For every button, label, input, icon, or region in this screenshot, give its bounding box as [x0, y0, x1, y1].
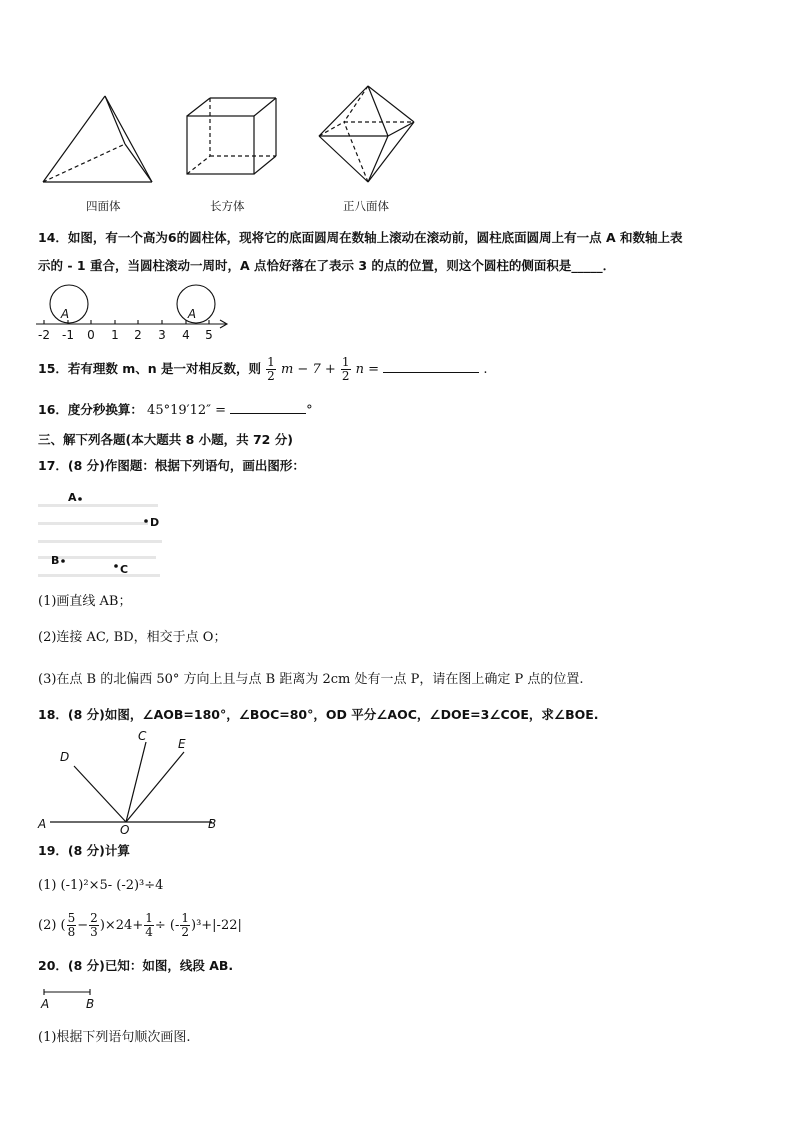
number-line-figure: [34, 284, 234, 344]
point-d-label: D: [150, 516, 160, 529]
q19-title: 19．(8 分)计算: [38, 843, 130, 858]
q17-item2: (2)连接 AC, BD，相交于点 O；: [38, 630, 227, 645]
label-d: D: [60, 750, 70, 764]
label-b: B: [208, 817, 217, 831]
octahedron-figure: [316, 84, 418, 184]
q20-item1: (1)根据下列语句顺次画图.: [38, 1030, 191, 1045]
q14-line1: 14．如图，有一个高为6的圆柱体，现将它的底面圆周在数轴上滚动在滚动前，圆柱底面圆周上有一点 A 和数轴上表: [38, 230, 683, 245]
label-b: B: [86, 997, 95, 1011]
label-e: E: [178, 737, 186, 751]
q15-prefix: 15．若有理数 m、n 是一对相反数，则: [38, 361, 262, 376]
tick-label: 5: [205, 328, 213, 342]
label-o: O: [120, 823, 130, 837]
cuboid-figure: [186, 96, 278, 178]
q20-title: 20．(8 分)已知：如图，线段 AB.: [38, 958, 234, 973]
q15-answer-blank[interactable]: [383, 358, 479, 373]
section-3-heading: 三、解下列各题(本大题共 8 小题，共 72 分): [38, 432, 293, 447]
fraction-2-3: $\frac{2}{3}$: [90, 911, 98, 939]
q15-mid1: m − 7 +: [280, 362, 336, 377]
q15-fraction-2: $\frac{1}{2}$: [341, 355, 350, 383]
q16-answer-blank[interactable]: [230, 399, 306, 414]
tick-label: 3: [158, 328, 166, 342]
tick-label: 1: [111, 328, 119, 342]
q17-item3: (3)在点 B 的北偏西 50° 方向上且与点 B 距离为 2cm 处有一点 P，请在图上确定 P 点的位置.: [38, 672, 584, 687]
q17-item1: (1)画直线 AB；: [38, 594, 132, 609]
point-a-left: A: [60, 307, 70, 321]
q19-item1: (1) (-1)²×5- (-2)³÷4: [38, 878, 164, 893]
q15-fraction-1: $\frac{1}{2}$: [267, 355, 275, 383]
point-a-label: A: [68, 491, 77, 504]
q19-item2: (2) ( $\frac{5}{8}$ − $\frac{2}{3}$ )×24+ $\frac{1}{4}$ ÷ (- $\frac{1}{2}$ )³+|-22|: [38, 911, 242, 939]
q18-angle-figure: [36, 728, 226, 836]
tick-label: -1: [62, 328, 74, 342]
tick-label: 2: [134, 328, 142, 342]
q15-row: [38, 356, 487, 382]
point-c-label: C: [120, 563, 129, 576]
fraction-5-8: $\frac{5}{8}$: [67, 911, 76, 939]
q16-unit: °: [306, 403, 313, 418]
fraction-1-4: $\frac{1}{4}$: [145, 911, 153, 939]
q16-prefix: 16．度分秒换算：: [38, 402, 143, 417]
label-a: A: [41, 997, 50, 1011]
q17-title: 17．(8 分)作图题：根据下列语句，画出图形：: [38, 458, 305, 473]
q17-points-figure: [36, 490, 166, 582]
q16-row: [38, 399, 313, 421]
q16-value: 45°19′12″ =: [147, 403, 227, 418]
q15-end: .: [483, 362, 488, 377]
tetrahedron-caption: 四面体: [86, 199, 121, 213]
point-b-label: B: [51, 554, 60, 567]
tick-label: 4: [182, 328, 190, 342]
tick-label: 0: [87, 328, 95, 342]
octahedron-caption: 正八面体: [343, 199, 389, 213]
q18-title: 18．(8 分)如图，∠AOB=180°，∠BOC=80°，OD 平分∠AOC，∠DOE=3∠COE，求∠BOE.: [38, 707, 599, 722]
fraction-1-2: $\frac{1}{2}$: [181, 911, 189, 939]
point-a-right: A: [187, 307, 197, 321]
q15-mid2: n =: [355, 362, 380, 377]
q14-line2: 示的 - 1 重合，当圆柱滚动一周时，A 点恰好落在了表示 3 的点的位置，则这个圆柱的侧面积是_____．: [38, 258, 616, 273]
label-a: A: [38, 817, 47, 831]
tick-label: -2: [38, 328, 50, 342]
q20-segment-figure: [40, 986, 100, 1012]
tetrahedron-figure: [40, 94, 155, 186]
label-c: C: [138, 729, 147, 743]
cuboid-caption: 长方体: [210, 199, 245, 213]
